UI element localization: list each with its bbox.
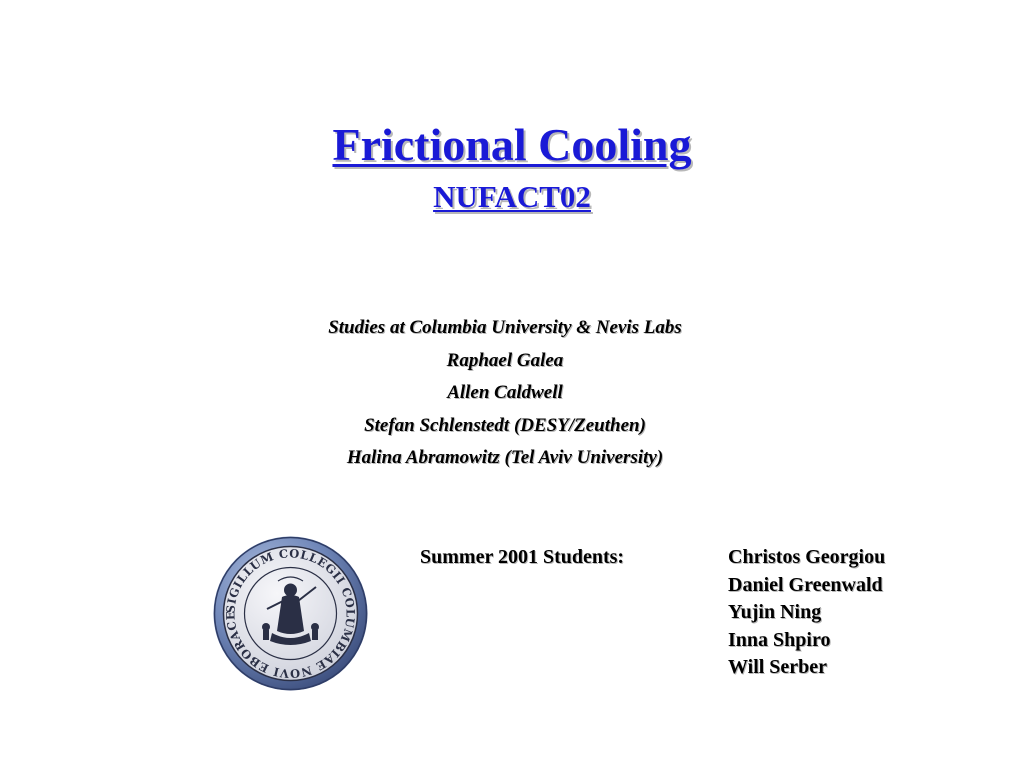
- credit-author: Allen Caldwell: [447, 382, 563, 403]
- credit-author: Halina Abramowitz (Tel Aviv University): [346, 447, 664, 468]
- columbia-seal-icon: [212, 535, 369, 692]
- student-name: Yujin Ning: [728, 601, 822, 623]
- credits-block: [0, 312, 1010, 475]
- credit-affiliation: Studies at Columbia University & Nevis Labs: [328, 317, 682, 338]
- slide-title-link[interactable]: Frictional Cooling: [332, 119, 692, 170]
- slide-subtitle-link[interactable]: NUFACT02: [433, 179, 591, 214]
- students-list: [728, 544, 885, 682]
- student-name: Will Serber: [728, 656, 828, 678]
- student-name: Christos Georgiou: [728, 546, 886, 568]
- svg-text:SIGILLUM COLLEGII COLUMBIAE NO: SIGILLUM COLLEGII COLUMBIAE NOVI EBORACE: [223, 546, 358, 681]
- credit-author: Stefan Schlenstedt (DESY/Zeuthen): [364, 414, 646, 436]
- student-name: Daniel Greenwald: [728, 573, 883, 596]
- students-label: Summer 2001 Students:: [420, 546, 625, 568]
- credit-author: Raphael Galea: [446, 349, 564, 371]
- student-name: Inna Shpiro: [728, 628, 831, 651]
